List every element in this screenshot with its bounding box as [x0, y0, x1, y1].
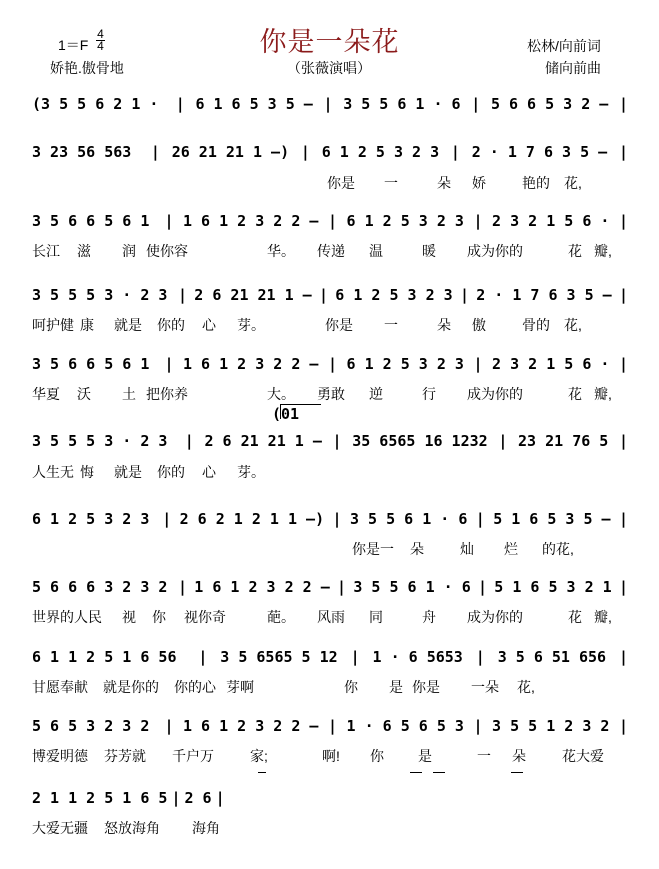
barline: | — [478, 578, 488, 596]
lyric-word: 甘愿奉献 — [32, 679, 88, 695]
singer-credit: （张薇演唱） — [287, 60, 371, 76]
lyric-word: 成为你的 — [467, 609, 523, 625]
lyric-word: 烂 — [504, 541, 518, 557]
barline: | — [175, 95, 185, 113]
lyric-word: 悔 — [80, 464, 94, 480]
lyric-word: 就是 — [114, 464, 142, 480]
measure: 5 6 5 3 2 3 2 — [32, 717, 150, 735]
notation-line — [32, 647, 632, 667]
measure: 1 6 1 2 3 2 2 – — [183, 212, 319, 230]
melisma-dash — [258, 772, 266, 773]
lyric-word: 你 — [370, 748, 384, 764]
barline: | — [337, 578, 347, 596]
lyric-word: 呵护健 — [32, 317, 74, 333]
notation-line — [32, 788, 225, 808]
lyric-line — [32, 677, 632, 695]
lyric-word: 花, — [564, 175, 582, 191]
barline: | — [332, 432, 342, 450]
lyric-word: 你的 — [157, 464, 185, 480]
second-ending-label: (01 — [272, 405, 300, 423]
lyric-word: 视你奇 — [184, 609, 226, 625]
lyric-word: 葩。 — [267, 609, 295, 625]
lyric-word: 花 — [568, 609, 582, 625]
lyric-word: 把你养 — [146, 386, 188, 402]
measure: 23 21 76 5 — [518, 432, 609, 450]
notation-line — [32, 94, 632, 114]
melisma-dash — [410, 772, 422, 773]
lyric-word: 你是 — [327, 175, 355, 191]
lyric-line — [32, 462, 632, 480]
lyric-word: 逆 — [369, 386, 383, 402]
lyric-word: 一 — [384, 317, 398, 333]
lyric-word: 一 — [477, 748, 491, 764]
measure: 2 3 2 1 5 6 · — [492, 355, 610, 373]
notation-line — [32, 716, 632, 736]
measure: 3 5 5 6 1 · 6 — [349, 510, 468, 528]
melisma-dash — [511, 772, 523, 773]
lyric-word: 华。 — [267, 243, 295, 259]
lyric-word: 心 — [202, 317, 216, 333]
barline: | — [162, 510, 172, 528]
lyric-word: 海角 — [192, 820, 220, 836]
measure: 6 1 1 2 5 1 6 56 — [32, 648, 177, 666]
measure: 5 1 6 5 3 2 1 — [494, 578, 612, 596]
lyric-word: 灿 — [460, 541, 474, 557]
lyric-line — [32, 607, 632, 625]
barline: | — [328, 717, 338, 735]
barline: | — [164, 355, 174, 373]
lyric-word: 瓣, — [594, 609, 612, 625]
lyric-word: 大。 — [267, 386, 295, 402]
barline: | — [618, 286, 628, 304]
composer-credit: 储向前曲 — [545, 60, 601, 76]
melisma-dash — [433, 772, 445, 773]
barline: | — [619, 95, 629, 113]
lyric-word: 长江 — [32, 243, 60, 259]
measure: 3 23 56 563 — [32, 143, 132, 161]
lyric-word: 舟 — [422, 609, 436, 625]
measure: 6 1 2 5 3 2 3 — [321, 143, 440, 161]
notation-line — [32, 142, 632, 162]
measure: 2 6 21 21 1 – — [204, 432, 322, 450]
lyric-word: 人生无 — [32, 464, 74, 480]
lyric-word: 传递 — [317, 243, 345, 259]
lyric-word: 芽。 — [237, 317, 265, 333]
barline: | — [184, 432, 194, 450]
measure: 5 1 6 5 3 5 – — [493, 510, 611, 528]
notation-line — [32, 211, 632, 231]
measure: 3 5 6 6 5 6 1 — [32, 355, 150, 373]
measure: 2 6 — [184, 789, 212, 807]
lyric-word: 你是一 — [352, 541, 394, 557]
lyric-word: 花 — [568, 243, 582, 259]
lyric-word: 世界的人民 — [32, 609, 102, 625]
lyric-word: 啊! — [322, 748, 340, 764]
measure: 2 · 1 7 6 3 5 – — [471, 143, 608, 161]
barline: | — [473, 717, 483, 735]
lyric-word: 怒放海角 — [104, 820, 160, 836]
lyric-word: 你的心 — [174, 679, 216, 695]
lyric-word: 勇敢 — [317, 386, 345, 402]
measure: 6 1 2 5 3 2 3 — [346, 212, 464, 230]
meter-top: 4 — [97, 27, 104, 41]
lyric-word: 朵 — [437, 175, 451, 191]
measure: 6 1 2 5 3 2 3 — [335, 286, 453, 304]
barline: | — [328, 355, 338, 373]
barline: | — [471, 95, 481, 113]
lyric-word: 滋 — [77, 243, 91, 259]
measure: 3 5 6565 5 12 — [220, 648, 338, 666]
measure: 6 1 2 5 3 2 3 — [32, 510, 150, 528]
lyric-word: 成为你的 — [467, 243, 523, 259]
lyric-word: 就是你的 — [103, 679, 159, 695]
barline: | — [459, 286, 469, 304]
lyric-word: 朵 — [410, 541, 424, 557]
lyric-word: 同 — [369, 609, 383, 625]
lyric-word: 大爱无疆 — [32, 820, 88, 836]
lyricist-credit: 松林/向前词 — [527, 38, 601, 54]
lyric-word: 你 — [344, 679, 358, 695]
measure: 5 6 6 6 3 2 3 2 — [32, 578, 168, 596]
lyric-line — [32, 315, 632, 333]
lyric-word: 骨的 — [522, 317, 550, 333]
barline: | — [215, 789, 225, 807]
lyric-word: 你是 — [412, 679, 440, 695]
barline: | — [473, 355, 483, 373]
barline: | — [178, 286, 188, 304]
measure: 5 6 6 5 3 2 – — [490, 95, 609, 113]
lyric-word: 就是 — [114, 317, 142, 333]
lyric-word: 沃 — [77, 386, 91, 402]
lyric-word: 风雨 — [317, 609, 345, 625]
lyric-line — [32, 173, 632, 191]
measure: 3 5 5 1 2 3 2 — [492, 717, 610, 735]
lyric-word: 一 — [384, 175, 398, 191]
meter-bottom: 4 — [97, 39, 104, 53]
lyric-word: 华夏 — [32, 386, 60, 402]
notation-line — [32, 285, 632, 305]
measure: 1 · 6 5 6 5 3 — [346, 717, 464, 735]
measure: 3 5 6 6 5 6 1 — [32, 212, 150, 230]
lyric-word: 花, — [517, 679, 535, 695]
lyric-word: 艳的 — [522, 175, 550, 191]
lyric-line — [32, 241, 632, 259]
measure: 2 · 1 7 6 3 5 – — [476, 286, 612, 304]
notation-line — [32, 577, 632, 597]
measure: 1 6 1 2 3 2 2 – — [183, 355, 319, 373]
measure: 1 6 1 2 3 2 2 – — [194, 578, 330, 596]
barline: | — [198, 648, 208, 666]
lyric-word: 康 — [80, 317, 94, 333]
lyric-line — [32, 746, 632, 764]
lyric-word: 瓣, — [594, 243, 612, 259]
lyric-word: 你是 — [325, 317, 353, 333]
lyric-word: 博爱明德 — [32, 748, 88, 764]
key-signature: 1＝F — [58, 37, 89, 53]
measure: 26 21 21 1 –) — [171, 143, 290, 161]
song-title: 你是一朵花 — [259, 27, 400, 57]
lyric-word: 朵 — [512, 748, 526, 764]
lyric-word: 暖 — [422, 243, 436, 259]
barline: | — [618, 355, 628, 373]
barline: | — [618, 717, 628, 735]
barline: | — [619, 432, 629, 450]
lyric-line — [32, 818, 632, 836]
barline: | — [323, 95, 333, 113]
notation-line — [32, 431, 632, 451]
notation-line — [32, 354, 632, 374]
measure: (3 5 5 6 2 1 · — [32, 95, 159, 113]
barline: | — [475, 648, 485, 666]
lyric-word: 温 — [369, 243, 383, 259]
barline: | — [332, 510, 342, 528]
lyric-word: 朵 — [437, 317, 451, 333]
lyric-word: 花, — [564, 317, 582, 333]
barline: | — [475, 510, 485, 528]
lyric-word: 土 — [122, 386, 136, 402]
lyric-word: 成为你的 — [467, 386, 523, 402]
barline: | — [350, 648, 360, 666]
barline: | — [164, 212, 174, 230]
measure: 6 1 2 5 3 2 3 — [346, 355, 464, 373]
measure: 2 6 21 21 1 – — [194, 286, 312, 304]
lyric-word: 家; — [250, 748, 268, 764]
lyric-word: 傲 — [472, 317, 486, 333]
lyric-word: 芬芳就 — [104, 748, 146, 764]
barline: | — [164, 717, 174, 735]
measure: 6 1 6 5 3 5 – — [195, 95, 313, 113]
lyric-word: 是 — [418, 748, 432, 764]
barline: | — [618, 143, 628, 161]
lyric-word: 花大爱 — [562, 748, 604, 764]
barline: | — [618, 578, 628, 596]
lyric-word: 一朵 — [471, 679, 499, 695]
lyric-word: 芽。 — [237, 464, 265, 480]
barline: | — [473, 212, 483, 230]
lyric-line — [32, 384, 632, 402]
measure: 2 1 1 2 5 1 6 5 — [32, 789, 168, 807]
measure: 2 6 2 1 2 1 1 –) — [179, 510, 325, 528]
barline: | — [619, 648, 629, 666]
measure: 3 5 5 6 1 · 6 — [353, 578, 471, 596]
barline: | — [171, 789, 181, 807]
lyric-word: 行 — [422, 386, 436, 402]
measure: 3 5 5 6 1 · 6 — [343, 95, 461, 113]
lyric-word: 你的 — [157, 317, 185, 333]
lyric-word: 芽啊 — [226, 679, 254, 695]
lyric-word: 花 — [568, 386, 582, 402]
barline: | — [300, 143, 310, 161]
time-signature — [96, 29, 105, 52]
measure: 35 6565 16 1232 — [352, 432, 488, 450]
lyric-word: 瓣, — [594, 386, 612, 402]
lyric-word: 使你容 — [146, 243, 188, 259]
lyric-word: 娇 — [472, 175, 486, 191]
lyric-word: 是 — [389, 679, 403, 695]
lyric-line — [32, 539, 632, 557]
measure: 1 6 1 2 3 2 2 – — [183, 717, 319, 735]
barline: | — [450, 143, 460, 161]
barline: | — [318, 286, 328, 304]
barline: | — [619, 510, 629, 528]
measure: 3 5 6 51 656 — [497, 648, 607, 666]
barline: | — [498, 432, 508, 450]
barline: | — [618, 212, 628, 230]
barline: | — [178, 578, 188, 596]
barline: | — [328, 212, 338, 230]
barline: | — [150, 143, 160, 161]
measure: 3 5 5 5 3 · 2 3 — [32, 432, 168, 450]
notation-line — [32, 509, 632, 529]
lyric-word: 你 — [152, 609, 166, 625]
lyric-word: 视 — [122, 609, 136, 625]
lyric-word: 心 — [202, 464, 216, 480]
measure: 1 · 6 5653 — [372, 648, 463, 666]
lyric-word: 润 — [122, 243, 136, 259]
performance-style: 娇艳.傲骨地 — [50, 60, 124, 76]
measure: 2 3 2 1 5 6 · — [492, 212, 610, 230]
lyric-word: 的花, — [542, 541, 574, 557]
lyric-word: 千户万 — [172, 748, 214, 764]
measure: 3 5 5 5 3 · 2 3 — [32, 286, 168, 304]
